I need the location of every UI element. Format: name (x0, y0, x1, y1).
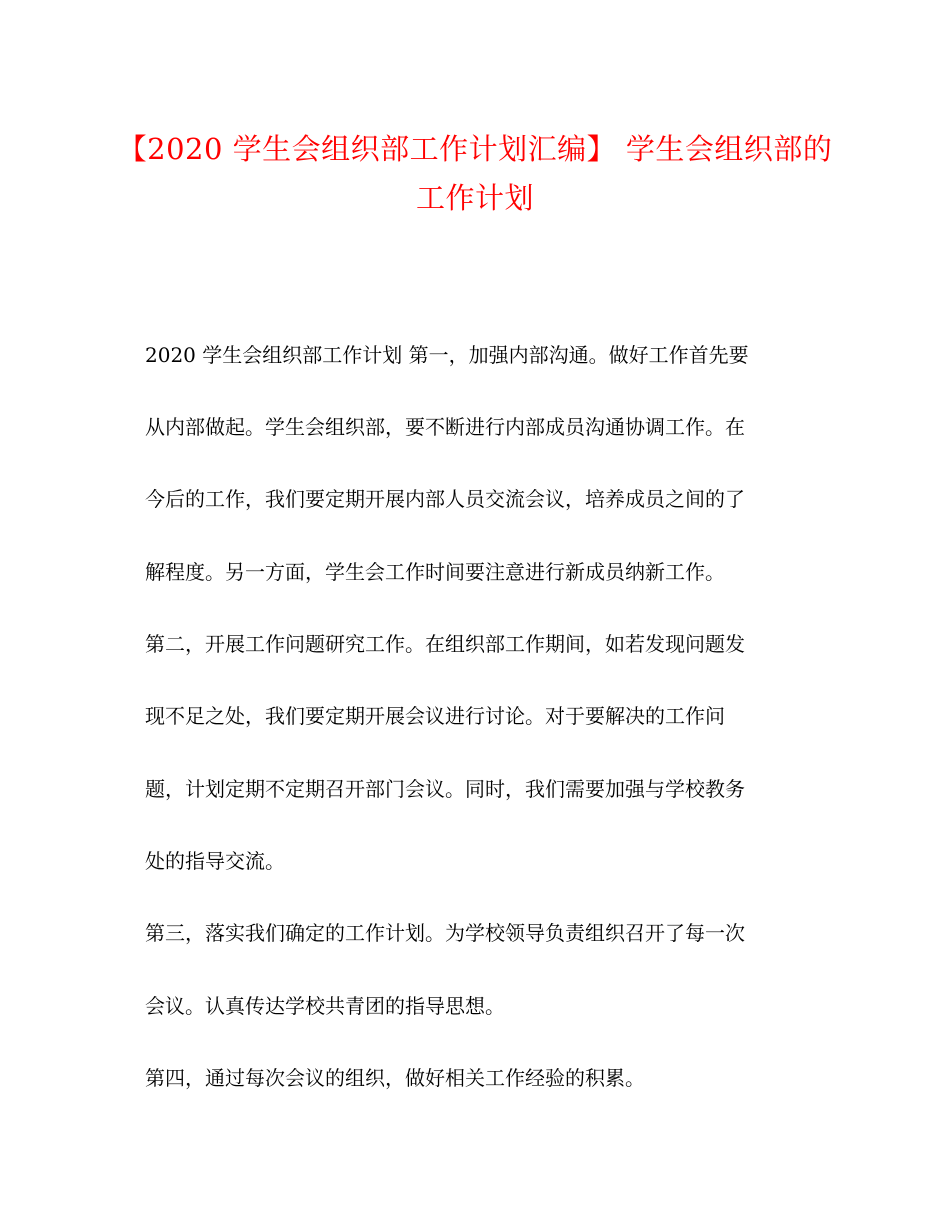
document-title (100, 125, 850, 223)
body-line-1: 2020 学生会组织部工作计划 第一，加强内部沟通。做好工作首先要 (145, 343, 749, 367)
title-line-2: 工作计划 (415, 181, 534, 215)
body-line-8: 处的指导交流。 (145, 849, 285, 873)
body-line-10: 会议。认真传达学校共青团的指导思想。 (145, 994, 505, 1018)
body-line-5: 第二，开展工作问题研究工作。在组织部工作期间，如若发现问题发 (145, 632, 745, 656)
body-line-7: 题，计划定期不定期召开部门会议。同时，我们需要加强与学校教务 (145, 777, 745, 801)
body-line-4: 解程度。另一方面，学生会工作时间要注意进行新成员纳新工作。 (145, 560, 725, 584)
body-line-2: 从内部做起。学生会组织部，要不断进行内部成员沟通协调工作。在 (145, 415, 745, 439)
body-line-6: 现不足之处，我们要定期开展会议进行讨论。对于要解决的工作问 (145, 704, 725, 728)
body-line-9: 第三，落实我们确定的工作计划。为学校领导负责组织召开了每一次 (145, 921, 745, 945)
body-line-3: 今后的工作，我们要定期开展内部人员交流会议，培养成员之间的了 (145, 487, 745, 511)
body-line-11: 第四，通过每次会议的组织，做好相关工作经验的积累。 (145, 1066, 645, 1090)
title-line-1: 【2020 学生会组织部工作计划汇编】 学生会组织部的 (117, 132, 833, 166)
